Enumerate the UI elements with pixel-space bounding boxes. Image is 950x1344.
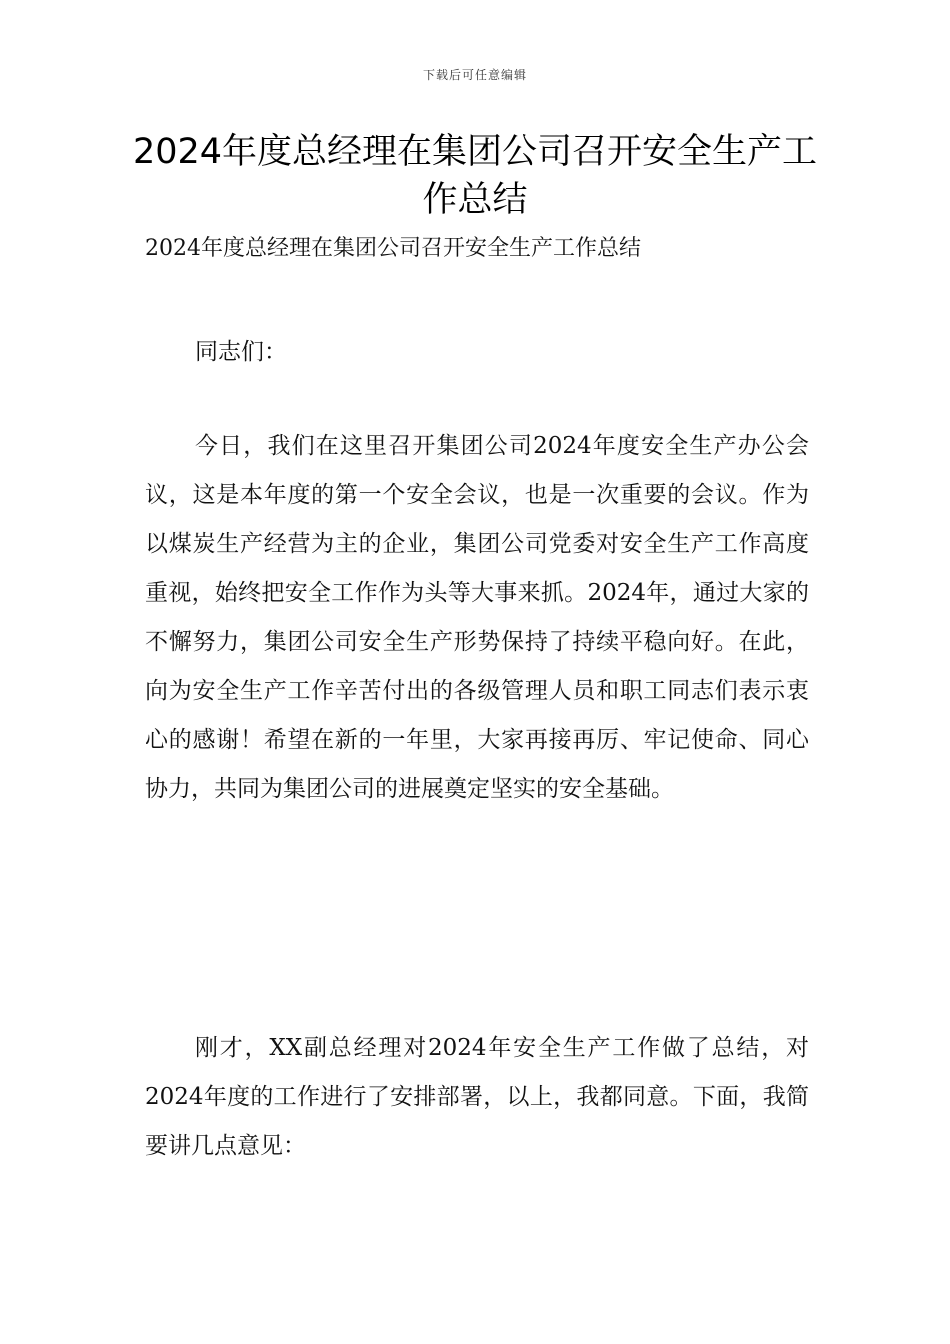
document-subtitle: 2024年度总经理在集团公司召开安全生产工作总结 bbox=[145, 236, 641, 261]
paragraph-opening: 今日，我们在这里召开集团公司2024年度安全生产办公会议，这是本年度的第一个安全会议，也是一次重要的会议。作为以煤炭生产经营为主的企业，集团公司党委对安全生产工作高度重视，始终把安全工作作为头等大事来抓。2024年，通过大家的不懈努力，集团公司安全生产形势保持了持续平稳向好。在此，向为安全生产工作辛苦付出的各级管理人员和职工同志们表示衷心的感谢！希望在新的一年里，大家再接再厉、牢记使命、同心协力，共同为集团公司的进展奠定坚实的安全基础。 bbox=[145, 433, 809, 802]
paragraph-remarks: 刚才，XX副总经理对2024年安全生产工作做了总结，对2024年度的工作进行了安排部署，以上，我都同意。下面，我简要讲几点意见： bbox=[145, 1035, 809, 1159]
paragraph-greeting: 同志们： bbox=[195, 339, 287, 365]
header-note: 下载后可任意编辑 bbox=[422, 68, 527, 82]
document-title: 2024年度总经理在集团公司召开安全生产工作总结 bbox=[132, 132, 818, 220]
